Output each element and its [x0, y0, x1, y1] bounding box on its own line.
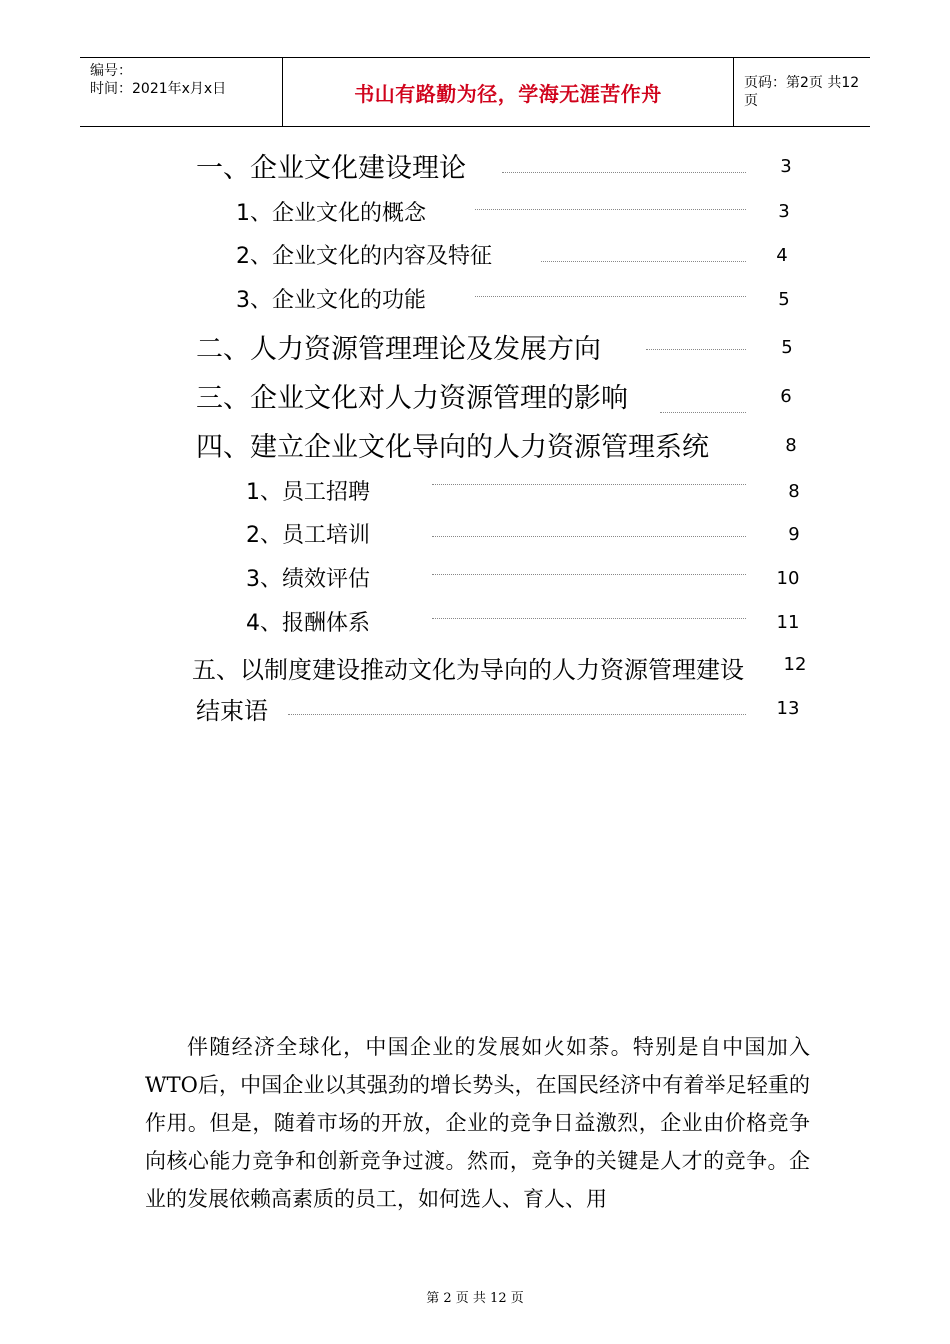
date-label: 时间：2021年x月x日 [90, 81, 227, 97]
toc-entry[interactable] [0, 376, 950, 416]
toc-entry-title: 结束语 [196, 697, 268, 725]
toc-entry[interactable] [0, 606, 950, 646]
toc-entry[interactable] [0, 425, 950, 465]
toc-entry[interactable] [0, 475, 950, 515]
toc-entry-title: 二、人力资源管理理论及发展方向 [196, 334, 601, 365]
toc-leader-dots [475, 296, 746, 297]
toc-entry-title: 1、员工招聘 [246, 480, 370, 505]
toc-entry-title: 4、报酬体系 [246, 611, 370, 636]
toc-entry-page: 10 [776, 568, 800, 589]
serial-number-label: 编号： [90, 63, 132, 79]
header-motto-cell [282, 58, 734, 126]
toc-entry-page: 8 [788, 481, 800, 502]
toc-entry-title: 2、企业文化的内容及特征 [236, 244, 492, 269]
toc-entry-title: 四、建立企业文化导向的人力资源管理系统 [196, 432, 709, 463]
toc-entry-page: 5 [778, 289, 790, 310]
toc-leader-dots [432, 574, 746, 575]
toc-leader-dots [646, 349, 746, 350]
page-footer: 第 2 页 共 12 页 [426, 1291, 524, 1306]
toc-entry-page: 12 [783, 654, 807, 675]
toc-entry-page: 3 [778, 201, 790, 222]
toc-leader-dots [541, 261, 746, 262]
toc-entry[interactable] [0, 146, 950, 186]
toc-entry-title: 三、企业文化对人力资源管理的影响 [196, 383, 628, 414]
motto-text: 书山有路勤为径，学海无涯苦作舟 [354, 81, 662, 106]
toc-leader-dots [502, 172, 746, 173]
toc-leader-dots [288, 714, 746, 715]
toc-entry-title: 1、企业文化的概念 [236, 201, 426, 226]
toc-entry[interactable] [0, 239, 950, 279]
toc-entry-title: 一、企业文化建设理论 [196, 153, 466, 184]
toc-entry[interactable] [0, 562, 950, 602]
toc-entry-page: 9 [788, 524, 800, 545]
toc-leader-dots [432, 484, 746, 485]
toc-entry-page: 6 [780, 386, 792, 407]
header-meta [80, 58, 282, 126]
toc-entry-page: 8 [785, 435, 797, 456]
toc-leader-dots [660, 412, 746, 413]
page-info: 页码：第2页 共12页 [744, 75, 860, 109]
header-page-cell [734, 58, 870, 126]
toc-entry[interactable] [0, 327, 950, 367]
toc-entry-page: 3 [780, 156, 792, 177]
page-header [80, 57, 870, 127]
body-paragraph: 伴随经济全球化，中国企业的发展如火如荼。特别是自中国加入WTO后，中国企业以其强劲的增长势头，在国民经济中有着举足轻重的作用。但是，随着市场的开放，企业的竞争日益激烈，企业由价格竞争向核心能力竞争和创新竞争过渡。然而，竞争的关键是人才的竞争。企业的发展依赖高素质的员工，如何选人、育人、用 [145, 1035, 810, 1211]
toc-entry-title: 2、员工培训 [246, 523, 370, 548]
toc-leader-dots [475, 209, 746, 210]
toc-entry-title: 五、以制度建设推动文化为导向的人力资源管理建设 [192, 656, 744, 684]
toc-leader-dots [432, 618, 746, 619]
toc-entry[interactable] [0, 518, 950, 558]
toc-entry-page: 11 [776, 612, 800, 633]
toc-entry-page: 5 [781, 337, 793, 358]
toc-entry[interactable] [0, 283, 950, 323]
toc-entry-page: 13 [776, 698, 800, 719]
toc-entry-page: 4 [776, 245, 788, 266]
toc-entry[interactable] [0, 650, 950, 690]
toc-entry[interactable] [0, 691, 950, 731]
toc-entry-title: 3、绩效评估 [246, 567, 370, 592]
toc-leader-dots [432, 536, 746, 537]
toc-entry[interactable] [0, 196, 950, 236]
toc-entry-title: 3、企业文化的功能 [236, 288, 426, 313]
